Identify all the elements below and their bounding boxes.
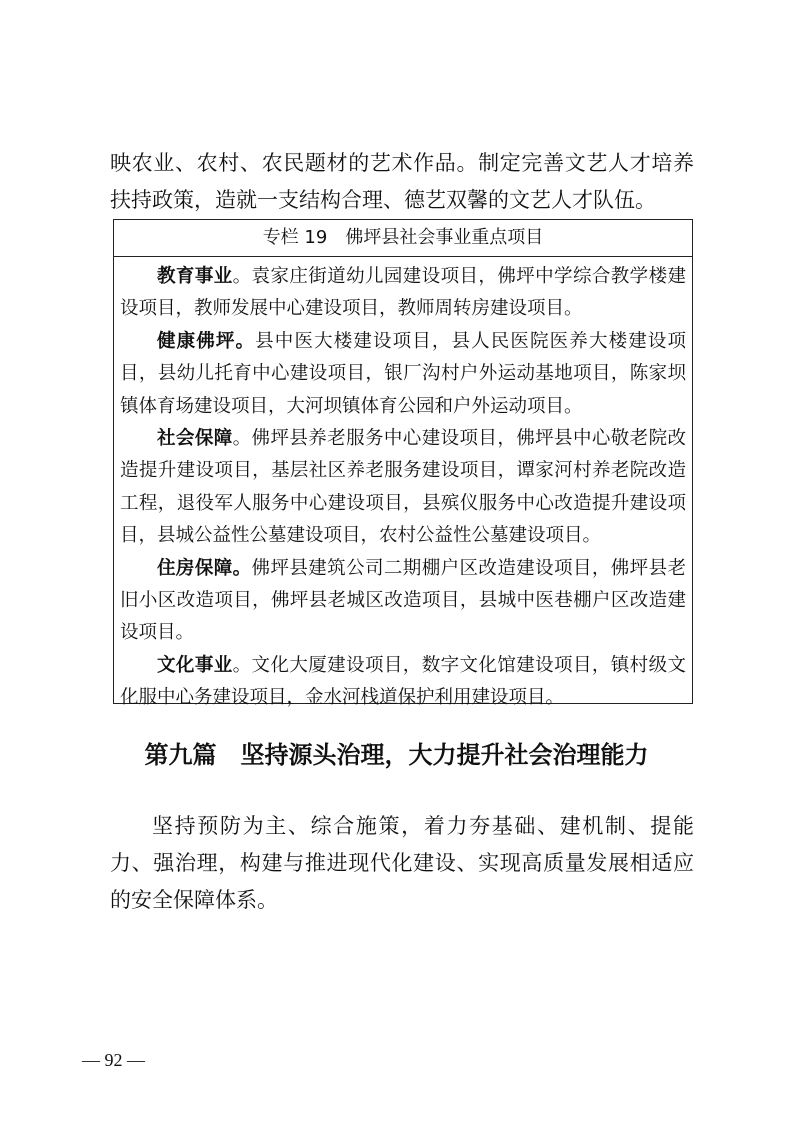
item-heading: 住房保障。 (157, 557, 252, 579)
closing-paragraph: 坚持预防为主、综合施策，着力夯基础、建机制、提能力、强治理，构建与推进现代化建设、实现高质量发展相适应的安全保障体系。 (110, 814, 694, 912)
item-education (120, 261, 686, 326)
item-heading: 健康佛坪。 (157, 330, 256, 352)
item-social-security (120, 423, 686, 553)
item-housing (120, 553, 686, 650)
item-text: 。佛坪县养老服务中心建设项目，佛坪县中心敬老院改造提升建设项目，基层社区养老服务建设项目，谭家河村养老院改造工程，退役军人服务中心建设项目，县殡仪服务中心改造提升建设项目，县城公益性公墓建设项目，农村公益性公墓建设项目。 (120, 428, 686, 547)
box-body (114, 257, 692, 715)
item-health (120, 326, 686, 423)
item-heading: 社会保障 (157, 428, 233, 450)
chapter-title: 第九篇 坚持源头治理，大力提升社会治理能力 (144, 740, 649, 769)
item-text: 。袁家庄街道幼儿园建设项目，佛坪中学综合教学楼建设项目，教师发展中心建设项目，教师周转房建设项目。 (120, 266, 686, 320)
intro-paragraph: 映农业、农村、农民题材的艺术作品。制定完善文艺人才培养扶持政策，造就一支结构合理、德艺双馨的文艺人才队伍。 (110, 151, 694, 212)
item-text: 。文化大厦建设项目，数字文化馆建设项目，镇村级文化服中心务建设项目，金水河栈道保护利用建设项目。 (120, 654, 686, 709)
item-culture (120, 650, 686, 715)
item-heading: 文化事业 (157, 654, 233, 676)
item-text: 县中医大楼建设项目，县人民医院医养大楼建设项目，县幼儿托育中心建设项目，银厂沟村户外运动基地项目，陈家坝镇体育场建设项目，大河坝镇体育公园和户外运动项目。 (120, 330, 686, 417)
feature-box (113, 219, 693, 709)
item-text: 佛坪县建筑公司二期棚户区改造建设项目，佛坪县老旧小区改造项目，佛坪县老城区改造项目，县城中医巷棚户区改造建设项目。 (120, 557, 686, 644)
item-heading: 教育事业 (157, 266, 233, 287)
box-title: 专栏 19 佛坪县社会事业重点项目 (114, 220, 692, 257)
page-number: — 92 — (82, 1050, 145, 1070)
